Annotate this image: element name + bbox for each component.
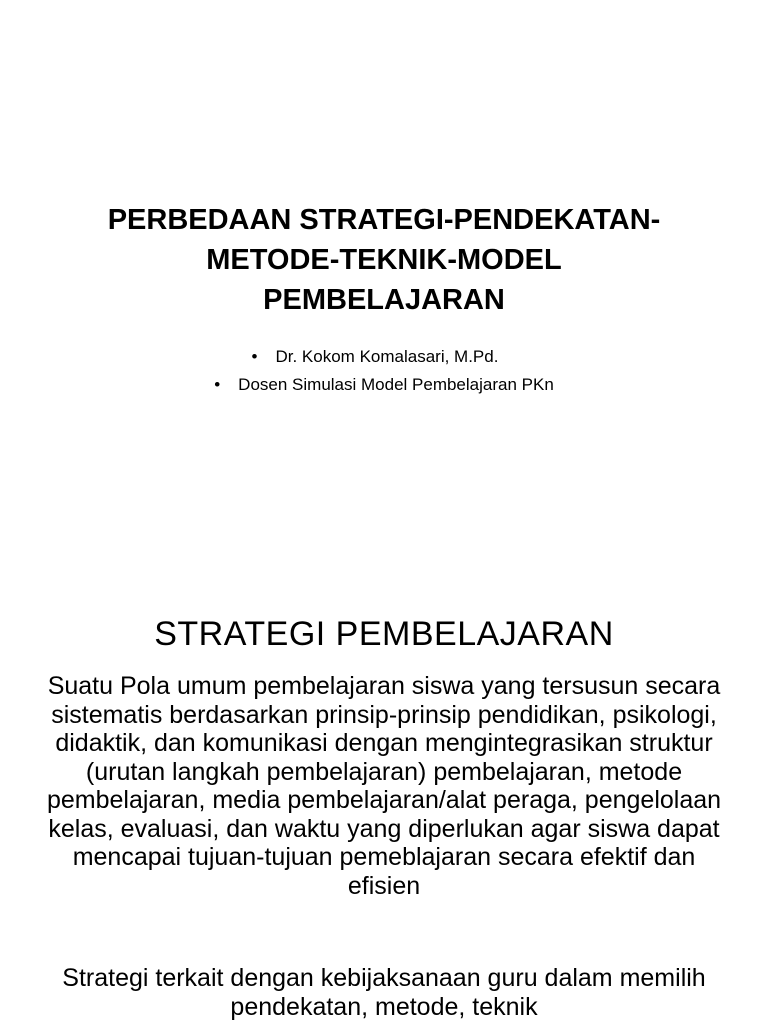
title-line-1: PERBEDAAN STRATEGI-PENDEKATAN- [107, 204, 661, 236]
author-bullet-list [0, 343, 768, 399]
title-line-2: METODE-TEKNIK-MODEL [206, 244, 562, 276]
strategy-definition-paragraph: Suatu Pola umum pembelajaran siswa yang tersusun secara sistematis berdasarkan prinsip-prinsip pendidikan, psikologi, didaktik, dan komunikasi dengan mengintegrasikan struktur (urutan langkah pembelajaran) pembelajaran, metode pembelajaran, media pembelajaran/alat peraga, pengelolaan kelas, evaluasi, dan waktu yang diperlukan agar siswa dapat mencapai tujuan-tujuan pemeblajaran secara efektif dan efisien [46, 672, 722, 900]
author-name: Dr. Kokom Komalasari, M.Pd. [275, 347, 499, 366]
bullet-icon: • [214, 375, 221, 394]
author-role-item [0, 371, 768, 399]
title-line-3: PEMBELAJARAN [263, 284, 505, 316]
author-name-item [0, 343, 768, 371]
author-role: Dosen Simulasi Model Pembelajaran PKn [238, 375, 554, 394]
slide-2 [0, 576, 768, 1024]
slide-1-title [30, 200, 738, 320]
bullet-icon: • [251, 347, 258, 366]
slide-2-title: STRATEGI PEMBELAJARAN [154, 615, 614, 653]
strategy-note-paragraph: Strategi terkait dengan kebijaksanaan guru dalam memilih pendekatan, metode, teknik [62, 964, 706, 1021]
